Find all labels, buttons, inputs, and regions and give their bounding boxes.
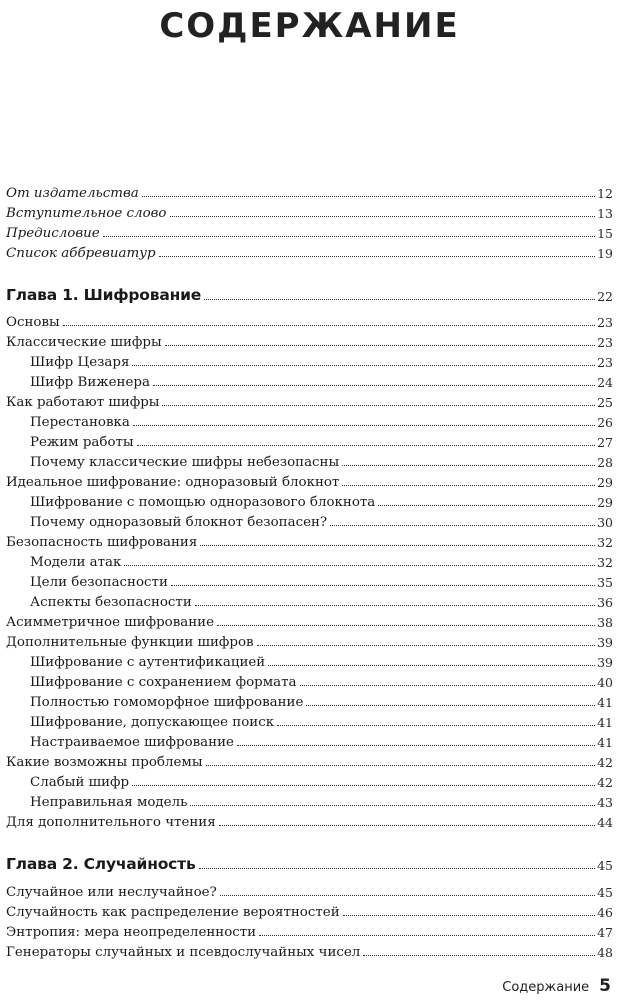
page-title: СОДЕРЖАНИЕ: [159, 6, 460, 46]
dot-leader: [132, 365, 595, 366]
dot-leader: [343, 915, 595, 916]
dot-leader: [363, 955, 595, 956]
toc-entry-text: Перестановка: [30, 414, 130, 430]
toc-page-number: 45: [597, 857, 613, 873]
toc-entry-text: Режим работы: [30, 434, 134, 450]
toc-entry-text: Шифрование, допускающее поиск: [30, 714, 275, 730]
toc-page-number: 25: [597, 394, 613, 410]
dot-leader: [342, 465, 595, 466]
toc-entry-text: Цели безопасности: [30, 574, 168, 590]
toc-page-number: 15: [597, 225, 613, 241]
toc-entry-text: Почему классические шифры небезопасны: [30, 454, 340, 470]
toc-page-number: 41: [597, 714, 613, 730]
toc-entry-text: Полностью гомоморфное шифрование: [30, 694, 304, 710]
toc-entry-text: Случайное или неслучайное?: [6, 884, 217, 900]
toc-subentry[interactable]: [6, 649, 613, 669]
dot-leader: [219, 825, 595, 826]
toc-entry[interactable]: [6, 809, 613, 829]
toc-entry-from-publisher[interactable]: [6, 180, 613, 200]
toc-page-number: 48: [597, 944, 613, 960]
toc-subentry[interactable]: [6, 549, 613, 569]
toc-entry-text: Безопасность шифрования: [6, 534, 198, 550]
dot-leader: [133, 425, 595, 426]
toc-page-number: 13: [597, 205, 613, 221]
toc-entry-foreword[interactable]: [6, 200, 613, 220]
toc-entry-text: Основы: [6, 314, 60, 330]
toc-subentry[interactable]: [6, 789, 613, 809]
running-footer-label: Содержание: [502, 980, 590, 995]
page-number: 5: [599, 976, 611, 996]
toc-subentry[interactable]: [6, 369, 613, 389]
toc-entry-text: Шифр Виженера: [30, 374, 150, 390]
dot-leader: [63, 325, 595, 326]
toc-subentry[interactable]: [6, 689, 613, 709]
toc-page-number: 47: [597, 924, 613, 940]
toc-entry-preface[interactable]: [6, 220, 613, 240]
toc-entry-text: Дополнительные функции шифров: [6, 634, 254, 650]
dot-leader: [137, 445, 595, 446]
dot-leader: [165, 345, 595, 346]
toc-page-number: 27: [597, 434, 613, 450]
toc-entry-abbreviations[interactable]: [6, 240, 613, 260]
toc-entry[interactable]: [6, 749, 613, 769]
dot-leader: [259, 935, 595, 936]
toc-page-number: 39: [597, 634, 613, 650]
toc-entry[interactable]: [6, 629, 613, 649]
toc-entry[interactable]: [6, 389, 613, 409]
toc-entry-text: Асимметричное шифрование: [6, 614, 215, 630]
dot-leader: [199, 868, 596, 869]
toc-page-number: 19: [597, 245, 613, 261]
toc-page-number: 24: [597, 374, 613, 390]
toc-page-number: 30: [597, 514, 613, 530]
toc-entry-text: Классические шифры: [6, 334, 162, 350]
toc-subentry[interactable]: [6, 429, 613, 449]
toc-chapter-1[interactable]: [6, 283, 613, 303]
dot-leader: [217, 625, 595, 626]
toc-page-number: 45: [597, 884, 613, 900]
toc-subentry[interactable]: [6, 409, 613, 429]
page-footer: [502, 976, 611, 996]
toc-subentry[interactable]: [6, 489, 613, 509]
dot-leader: [257, 645, 596, 646]
dot-leader: [220, 895, 595, 896]
toc-page-number: 26: [597, 414, 613, 430]
toc-subentry[interactable]: [6, 569, 613, 589]
toc-entry-text: Вступительное слово: [6, 205, 167, 221]
toc-entry[interactable]: [6, 329, 613, 349]
toc-entry-text: Модели атак: [30, 554, 122, 570]
toc-entry-text: Список аббревиатур: [6, 245, 156, 261]
toc-page-number: 23: [597, 354, 613, 370]
toc-entry-text: Предисловие: [6, 225, 100, 241]
toc-page-number: 12: [597, 185, 613, 201]
toc-page-number: 32: [597, 554, 613, 570]
toc-page-number: 29: [597, 494, 613, 510]
toc-entry[interactable]: [6, 879, 613, 899]
toc-entry-text: Для дополнительного чтения: [6, 814, 216, 830]
dot-leader: [190, 805, 595, 806]
toc-entry-text: Слабый шифр: [30, 774, 130, 790]
toc-entry-text: Энтропия: мера неопределенности: [6, 924, 257, 940]
dot-leader: [142, 196, 595, 197]
toc-entry-text: Генераторы случайных и псевдослучайных чисел: [6, 944, 361, 960]
dot-leader: [153, 385, 595, 386]
dot-leader: [162, 405, 595, 406]
toc-entry-text: От издательства: [6, 185, 139, 201]
toc-page-number: 29: [597, 474, 613, 490]
toc-page-number: 32: [597, 534, 613, 550]
dot-leader: [237, 745, 595, 746]
toc-page-number: 44: [597, 814, 613, 830]
toc-entry-text: Шифрование с аутентификацией: [30, 654, 266, 670]
toc-page-number: 41: [597, 694, 613, 710]
dot-leader: [342, 485, 595, 486]
toc-entry-text: Какие возможны проблемы: [6, 754, 203, 770]
toc-page-number: 43: [597, 794, 613, 810]
dot-leader: [277, 725, 595, 726]
toc-entry-text: Настраиваемое шифрование: [30, 734, 234, 750]
toc-page-number: 39: [597, 654, 613, 670]
dot-leader: [268, 665, 595, 666]
toc-page-number: 23: [597, 334, 613, 350]
toc-subentry[interactable]: [6, 449, 613, 469]
dot-leader: [159, 256, 596, 257]
toc-entry-text: Аспекты безопасности: [30, 594, 192, 610]
dot-leader: [200, 545, 595, 546]
toc-subentry[interactable]: [6, 709, 613, 729]
toc-page-number: 42: [597, 754, 613, 770]
toc-page-number: 22: [597, 288, 613, 304]
toc-entry[interactable]: [6, 309, 613, 329]
dot-leader: [170, 216, 596, 217]
toc-entry-text: Идеальное шифрование: одноразовый блокнот: [6, 474, 340, 490]
dot-leader: [206, 765, 596, 766]
toc-entry-text: Как работают шифры: [6, 394, 160, 410]
toc-subentry[interactable]: [6, 349, 613, 369]
dot-leader: [300, 685, 596, 686]
dot-leader: [124, 565, 595, 566]
toc-entry[interactable]: [6, 939, 613, 959]
toc-entry-text: Неправильная модель: [30, 794, 188, 810]
toc-page-number: 41: [597, 734, 613, 750]
toc-subentry[interactable]: [6, 729, 613, 749]
dot-leader: [330, 525, 595, 526]
toc-subentry[interactable]: [6, 669, 613, 689]
toc-page-number: 38: [597, 614, 613, 630]
toc-page-number: 28: [597, 454, 613, 470]
dot-leader: [378, 505, 595, 506]
toc-page-number: 40: [597, 674, 613, 690]
toc-entry-text: Шифр Цезаря: [30, 354, 130, 370]
toc-entry[interactable]: [6, 609, 613, 629]
toc-entry[interactable]: [6, 469, 613, 489]
toc-entry-text: Шифрование с помощью одноразового блокнота: [30, 494, 376, 510]
toc-page-number: 23: [597, 314, 613, 330]
toc-page-number: 46: [597, 904, 613, 920]
toc-entry-text: Случайность как распределение вероятностей: [6, 904, 340, 920]
dot-leader: [171, 585, 595, 586]
chapter-title: Глава 1. Шифрование: [6, 285, 202, 304]
dot-leader: [132, 785, 595, 786]
toc-page-number: 35: [597, 574, 613, 590]
toc-entry-text: Шифрование с сохранением формата: [30, 674, 297, 690]
dot-leader: [204, 299, 595, 300]
toc-chapter-2[interactable]: [6, 852, 613, 872]
dot-leader: [103, 236, 595, 237]
toc-entry-text: Почему одноразовый блокнот безопасен?: [30, 514, 328, 530]
toc-entry[interactable]: [6, 899, 613, 919]
dot-leader: [195, 605, 595, 606]
toc-entry[interactable]: [6, 529, 613, 549]
toc-entry[interactable]: [6, 919, 613, 939]
dot-leader: [306, 705, 595, 706]
toc-subentry[interactable]: [6, 769, 613, 789]
toc-subentry[interactable]: [6, 589, 613, 609]
toc-page-number: 36: [597, 594, 613, 610]
toc-subentry[interactable]: [6, 509, 613, 529]
chapter-title: Глава 2. Случайность: [6, 854, 196, 873]
toc-page-number: 42: [597, 774, 613, 790]
